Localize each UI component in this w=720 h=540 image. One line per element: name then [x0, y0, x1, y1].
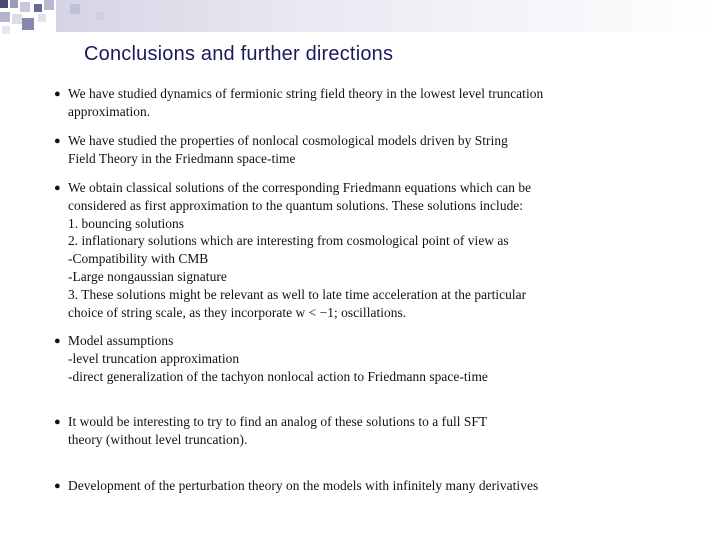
bullet-item [50, 85, 630, 121]
bullet-line: Model assumptions [68, 333, 174, 348]
bullet-item [50, 413, 630, 449]
bullet-item [50, 477, 630, 495]
bullet-line: We have studied dynamics of fermionic string field theory in the lowest level truncation [68, 86, 544, 101]
bullet-line: 3. These solutions might be relevant as well to late time acceleration at the particular [68, 286, 527, 302]
bullet-line: It would be interesting to try to find an analog of these solutions to a full SFT [68, 414, 488, 429]
bullet-marker: ● [54, 416, 61, 428]
bullet-line: 2. inflationary solutions which are interesting from cosmological point of view as [68, 233, 509, 249]
bullet-item [50, 179, 630, 321]
bullet-line: 1. bouncing solutions [68, 215, 184, 231]
bullet-line: considered as first approximation to the quantum solutions. These solutions include: [68, 197, 524, 213]
bullet-line: choice of string scale, as they incorporate w < −1; oscillations. [68, 304, 407, 320]
bullet-marker: ● [54, 135, 61, 147]
bullet-line: -Large nongaussian signature [68, 268, 227, 284]
bullet-line: -level truncation approximation [68, 350, 240, 366]
slide-title: Conclusions and further directions [84, 43, 394, 65]
bullet-line: Development of the perturbation theory on the models with infinitely many derivatives [68, 478, 539, 493]
bullet-marker: ● [54, 182, 61, 194]
bullet-marker: ● [54, 335, 61, 347]
bullet-line: We obtain classical solutions of the corresponding Friedmann equations which can be [68, 180, 532, 195]
bullet-line: theory (without level truncation). [68, 431, 248, 447]
bullet-marker: ● [54, 480, 61, 492]
bullet-item [50, 332, 630, 385]
bullet-line: Field Theory in the Friedmann space-time [68, 150, 296, 166]
bullet-line: -direct generalization of the tachyon nonlocal action to Friedmann space-time [68, 368, 488, 384]
bullet-marker: ● [54, 88, 61, 100]
bullet-line: We have studied the properties of nonlocal cosmological models driven by String [68, 133, 508, 148]
bullet-line: -Compatibility with CMB [68, 251, 209, 267]
bullet-line: approximation. [68, 103, 151, 119]
bullet-item [50, 132, 630, 168]
